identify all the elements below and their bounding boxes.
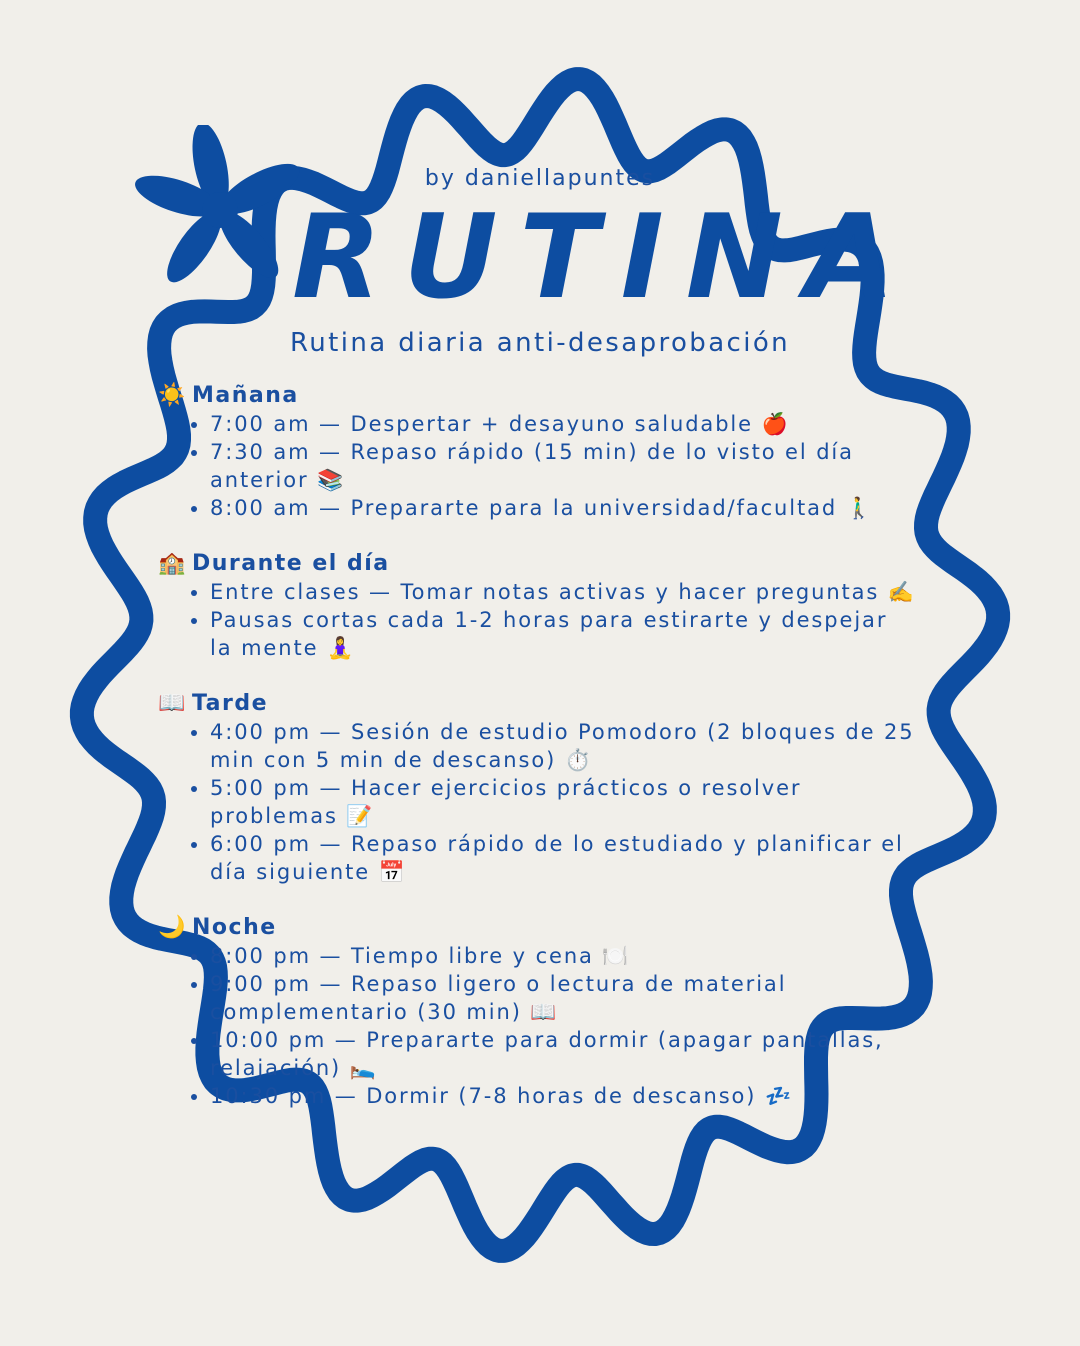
routine-list <box>158 942 918 1110</box>
sun-icon: ☀️ <box>158 382 187 408</box>
school-icon: 🏫 <box>158 550 187 576</box>
list-item: • 10:30 pm — Dormir (7-8 horas de descanso) 💤 <box>210 1082 918 1110</box>
flower-icon <box>135 125 305 300</box>
section-heading <box>158 380 918 410</box>
list-item: • 7:00 am — Despertar + desayuno saludable 🍎 <box>210 410 918 438</box>
routine-list <box>158 410 918 522</box>
list-item: • 8:00 am — Prepararte para la universidad/facultad 🚶‍♂️ <box>210 494 918 522</box>
list-item: • 4:00 pm — Sesión de estudio Pomodoro (2 bloques de 25 min con 5 min de descanso) ⏱️ <box>210 718 918 774</box>
moon-icon: 🌙 <box>158 914 187 940</box>
routine-list <box>158 718 918 886</box>
list-item: • 7:30 am — Repaso rápido (15 min) de lo visto el día anterior 📚 <box>210 438 918 494</box>
section-title: Noche <box>192 914 277 940</box>
list-item: • 10:00 pm — Prepararte para dormir (apagar pantallas, relajación) 🛌 <box>210 1026 918 1082</box>
section-noche <box>158 912 918 1110</box>
section-title: Durante el día <box>192 550 390 576</box>
list-item: • Pausas cortas cada 1-2 horas para estirarte y despejar la mente 🧘‍♀️ <box>210 606 918 662</box>
list-item: • 6:00 pm — Repaso rápido de lo estudiado y planificar el día siguiente 📅 <box>210 830 918 886</box>
page-subtitle: Rutina diaria anti-desaprobación <box>289 328 791 358</box>
list-item: • 9:00 pm — Repaso ligero o lectura de material complementario (30 min) 📖 <box>210 970 918 1026</box>
section-heading <box>158 548 918 578</box>
page-title: RUTINA <box>292 190 917 325</box>
routine-list <box>158 578 918 662</box>
section-tarde <box>158 688 918 886</box>
list-item: • Entre clases — Tomar notas activas y hacer preguntas ✍️ <box>210 578 918 606</box>
author-credit: by daniellapuntes <box>424 166 656 191</box>
routine-content <box>158 380 918 1136</box>
section-title: Tarde <box>192 690 269 716</box>
section-heading <box>158 912 918 942</box>
section-durante-el-dia <box>158 548 918 662</box>
section-manana <box>158 380 918 522</box>
book-icon: 📖 <box>158 690 187 716</box>
section-title: Mañana <box>192 382 299 408</box>
list-item: • 5:00 pm — Hacer ejercicios prácticos o resolver problemas 📝 <box>210 774 918 830</box>
section-heading <box>158 688 918 718</box>
list-item: • 8:00 pm — Tiempo libre y cena 🍽️ <box>210 942 918 970</box>
